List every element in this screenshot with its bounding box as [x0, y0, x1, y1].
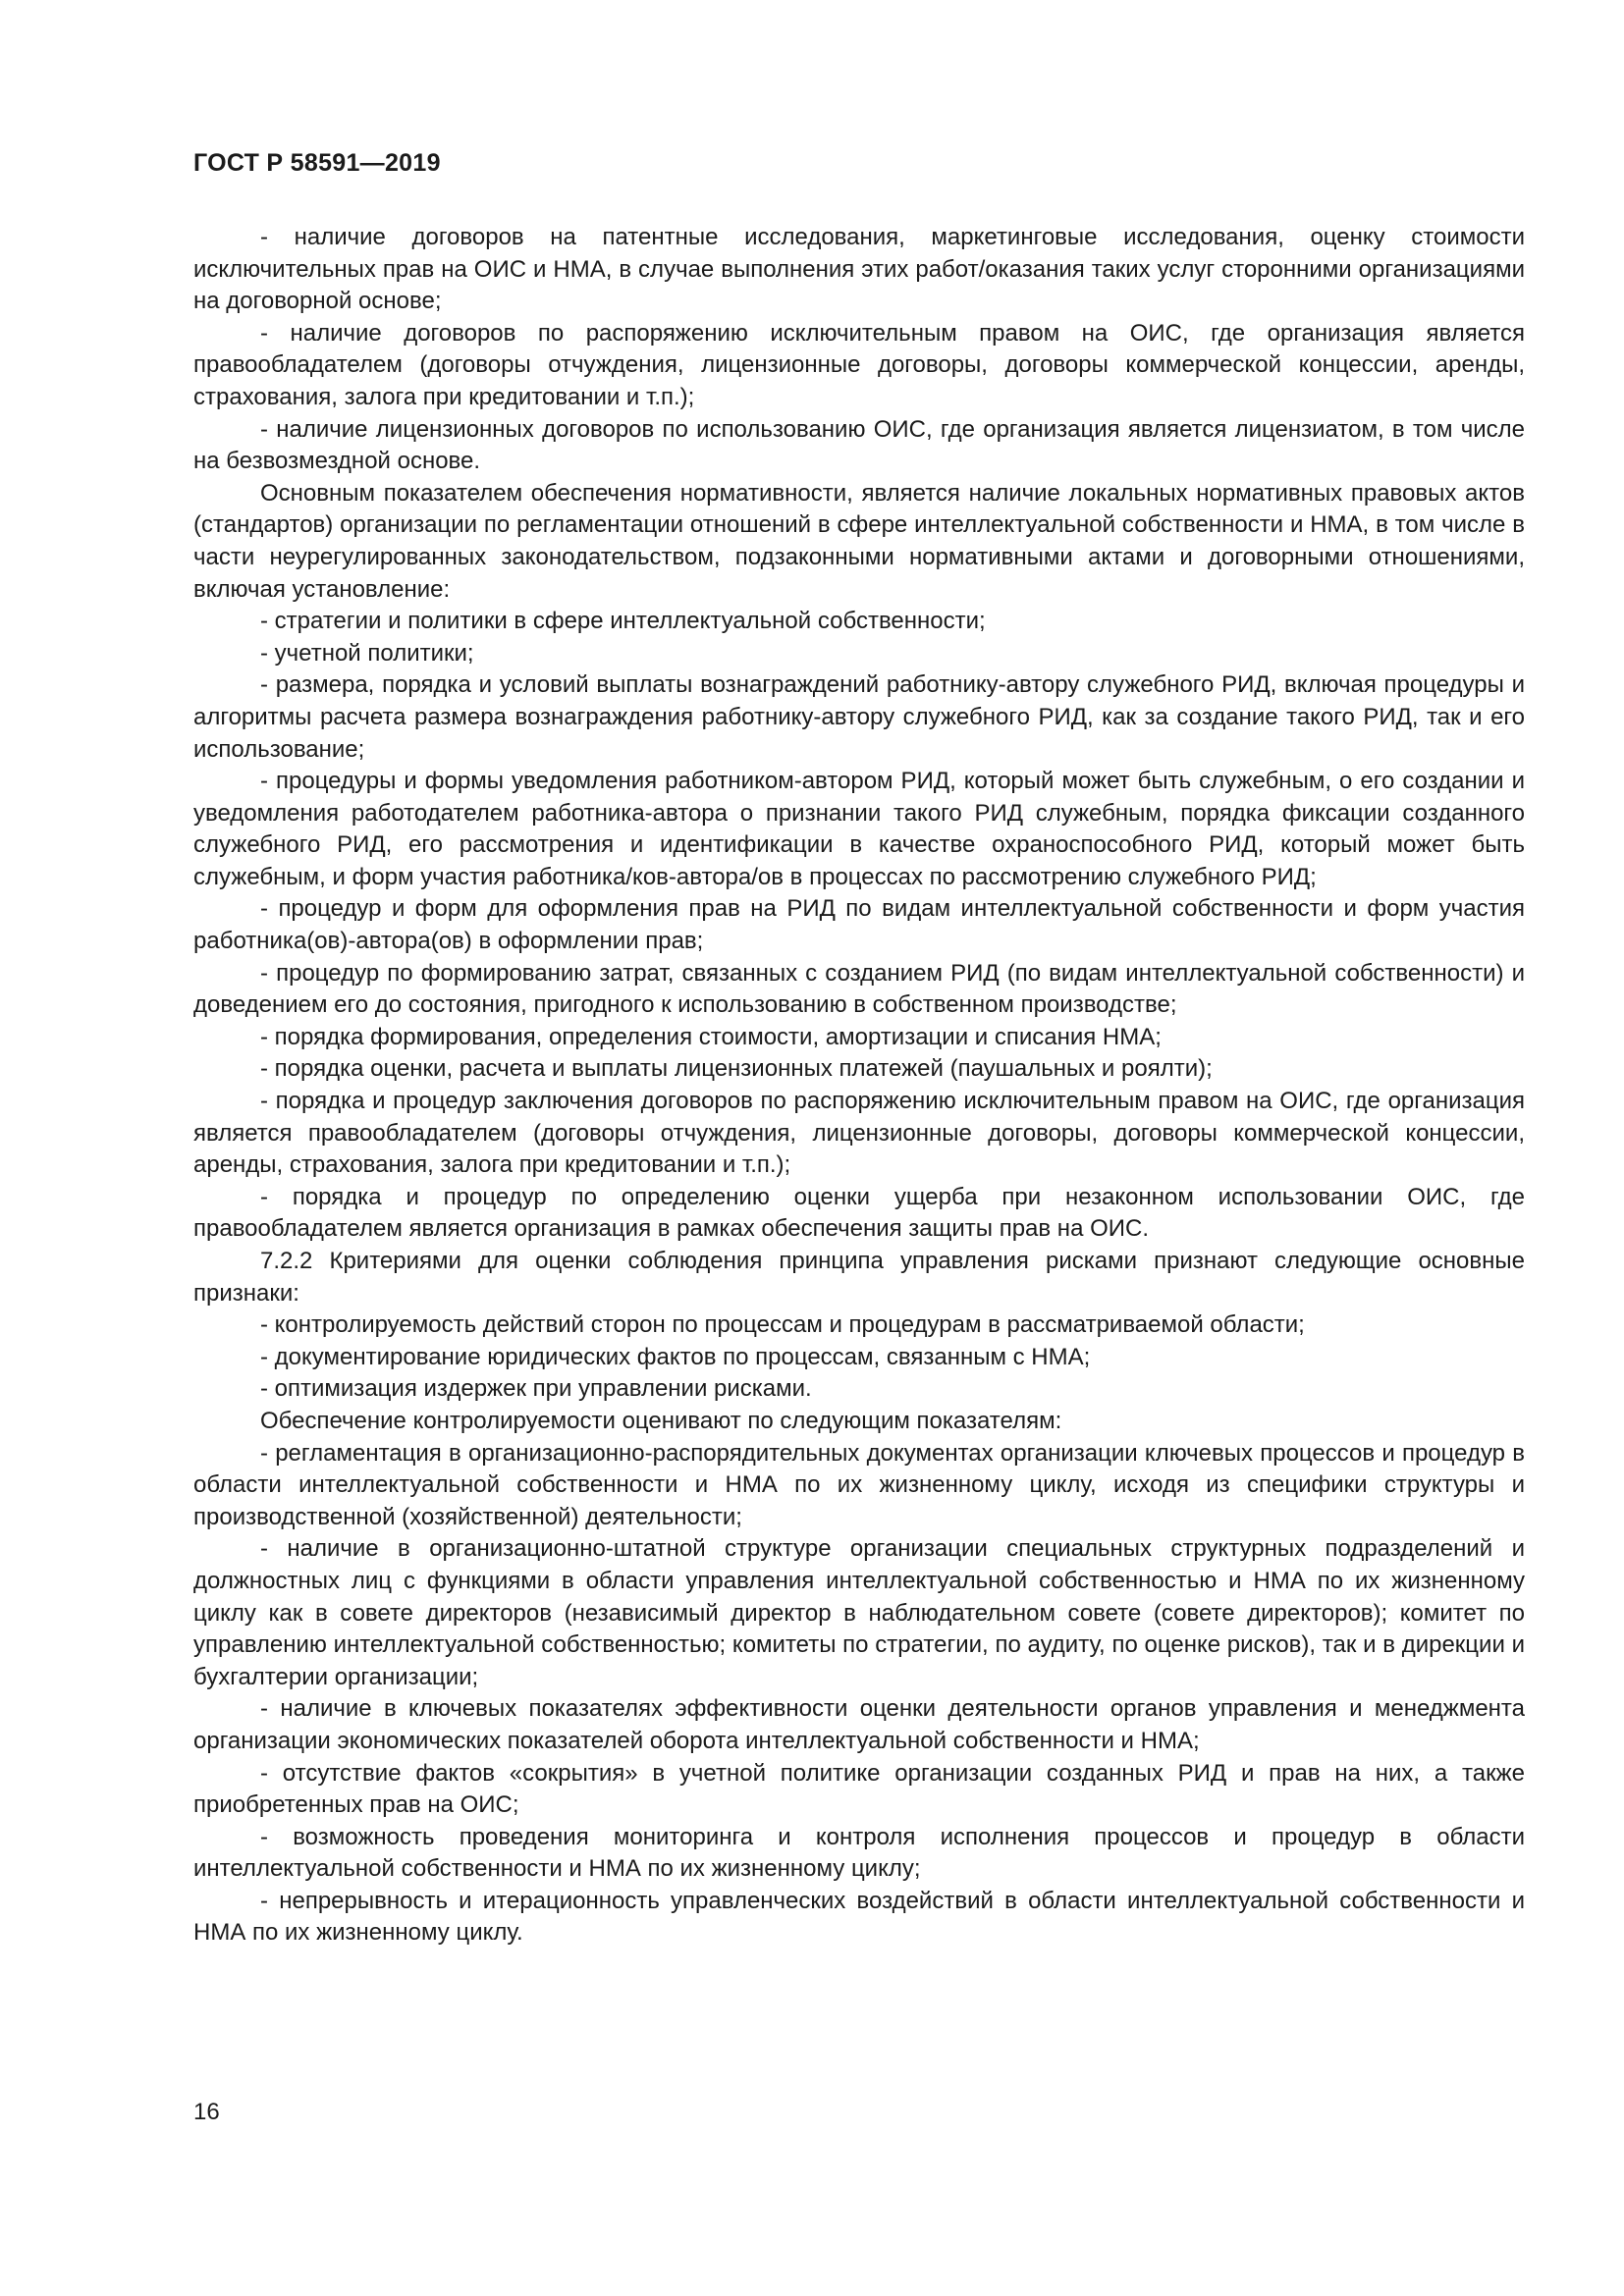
paragraph: - процедуры и формы уведомления работником-автором РИД, который может быть служебным, о его создании и уведомления работодателем работника-автора о признании такого РИД служебным, порядка фиксации созданного служебного РИД, его рассмотрения и идентификации в качестве охраноспособного РИД, который может быть служебным, и форм участия работника/ков-автора/ов в процессах по рассмотрению служебного РИД; [193, 768, 1525, 890]
paragraph: - наличие в ключевых показателях эффективности оценки деятельности органов управления и менеджмента организации экономических показателей оборота интеллектуальной собственности и НМА; [193, 1695, 1525, 1754]
paragraph: - наличие лицензионных договоров по использованию ОИС, где организация является лицензиатом, в том числе на безвозмездной основе. [193, 415, 1525, 475]
paragraph: - процедур по формированию затрат, связанных с созданием РИД (по видам интеллектуальной собственности) и доведением его до состояния, пригодного к использованию в собственном производстве; [193, 959, 1525, 1019]
paragraph: - наличие договоров на патентные исследования, маркетинговые исследования, оценку стоимости исключительных прав на ОИС и НМА, в случае выполнения этих работ/оказания таких услуг сторонними организациями на договорной основе; [193, 224, 1525, 315]
paragraph: - стратегии и политики в сфере интеллектуальной собственности; [260, 608, 986, 635]
paragraph: - порядка и процедур заключения договоров по распоряжению исключительным правом на ОИС, где организация является правообладателем (договоры отчуждения, лицензионные договоры, договоры коммерческой концессии, аренды, страхования, залога при кредитовании и т.п.); [193, 1088, 1525, 1179]
document-body [193, 222, 1525, 1949]
page-number: 16 [193, 2099, 220, 2125]
paragraph: - оптимизация издержек при управлении рисками. [260, 1375, 812, 1403]
paragraph: Основным показателем обеспечения нормативности, является наличие локальных нормативных правовых актов (стандартов) организации по регламентации отношений в сфере интеллектуальной собственности и НМА, в том числе в части неурегулированных законодательством, подзаконными нормативными актами и договорными отношениями, включая установление: [193, 479, 1525, 603]
paragraph: - размера, порядка и условий выплаты вознаграждений работнику-автору служебного РИД, включая процедуры и алгоритмы расчета размера вознаграждения работнику-автору служебного РИД, как за создание такого РИД, так и его использование; [193, 671, 1525, 763]
paragraph: - наличие договоров по распоряжению исключительным правом на ОИС, где организация является правообладателем (договоры отчуждения, лицензионные договоры, договоры коммерческой концессии, аренды, страхования, залога при кредитовании и т.п.); [193, 319, 1525, 410]
paragraph: 7.2.2 Критериями для оценки соблюдения принципа управления рисками признают следующие основные признаки: [193, 1248, 1525, 1307]
paragraph: - наличие в организационно-штатной структуре организации специальных структурных подразделений и должностных лиц с функциями в области управления интеллектуальной собственностью и НМА по их жизненному циклу как в совете директоров (независимый директор в наблюдательном совете (совете директоров); комитет по управлению интеллектуальной собственностью; комитеты по стратегии, по аудиту, по оценке рисков), так и в дирекции и бухгалтерии организации; [193, 1535, 1525, 1690]
paragraph: - регламентация в организационно-распорядительных документах организации ключевых процессов и процедур в области интеллектуальной собственности и НМА по их жизненному циклу, исходя из специфики структуры и производственной (хозяйственной) деятельности; [193, 1439, 1525, 1530]
paragraph: - процедур и форм для оформления прав на РИД по видам интеллектуальной собственности и форм участия работника(ов)-автора(ов) в оформлении прав; [193, 895, 1525, 955]
paragraph: - возможность проведения мониторинга и контроля исполнения процессов и процедур в области интеллектуальной собственности и НМА по их жизненному циклу; [193, 1823, 1525, 1883]
paragraph: - порядка оценки, расчета и выплаты лицензионных платежей (паушальных и роялти); [260, 1055, 1213, 1083]
paragraph: - непрерывность и итерационность управленческих воздействий в области интеллектуальной собственности и НМА по их жизненному циклу. [193, 1887, 1525, 1947]
paragraph: - порядка формирования, определения стоимости, амортизации и списания НМА; [260, 1023, 1162, 1050]
paragraph: - документирование юридических фактов по процессам, связанным с НМА; [260, 1343, 1091, 1370]
document-header: ГОСТ Р 58591—2019 [193, 149, 441, 177]
paragraph: Обеспечение контролируемости оценивают по следующим показателям: [260, 1407, 1062, 1434]
paragraph: - отсутствие фактов «сокрытия» в учетной политике организации созданных РИД и прав на них, а также приобретенных прав на ОИС; [193, 1759, 1525, 1819]
paragraph: - порядка и процедур по определению оценки ущерба при незаконном использовании ОИС, где правообладателем является организация в рамках обеспечения защиты прав на ОИС. [193, 1183, 1525, 1243]
paragraph: - контролируемость действий сторон по процессам и процедурам в рассматриваемой области; [260, 1311, 1305, 1339]
paragraph: - учетной политики; [260, 639, 474, 667]
